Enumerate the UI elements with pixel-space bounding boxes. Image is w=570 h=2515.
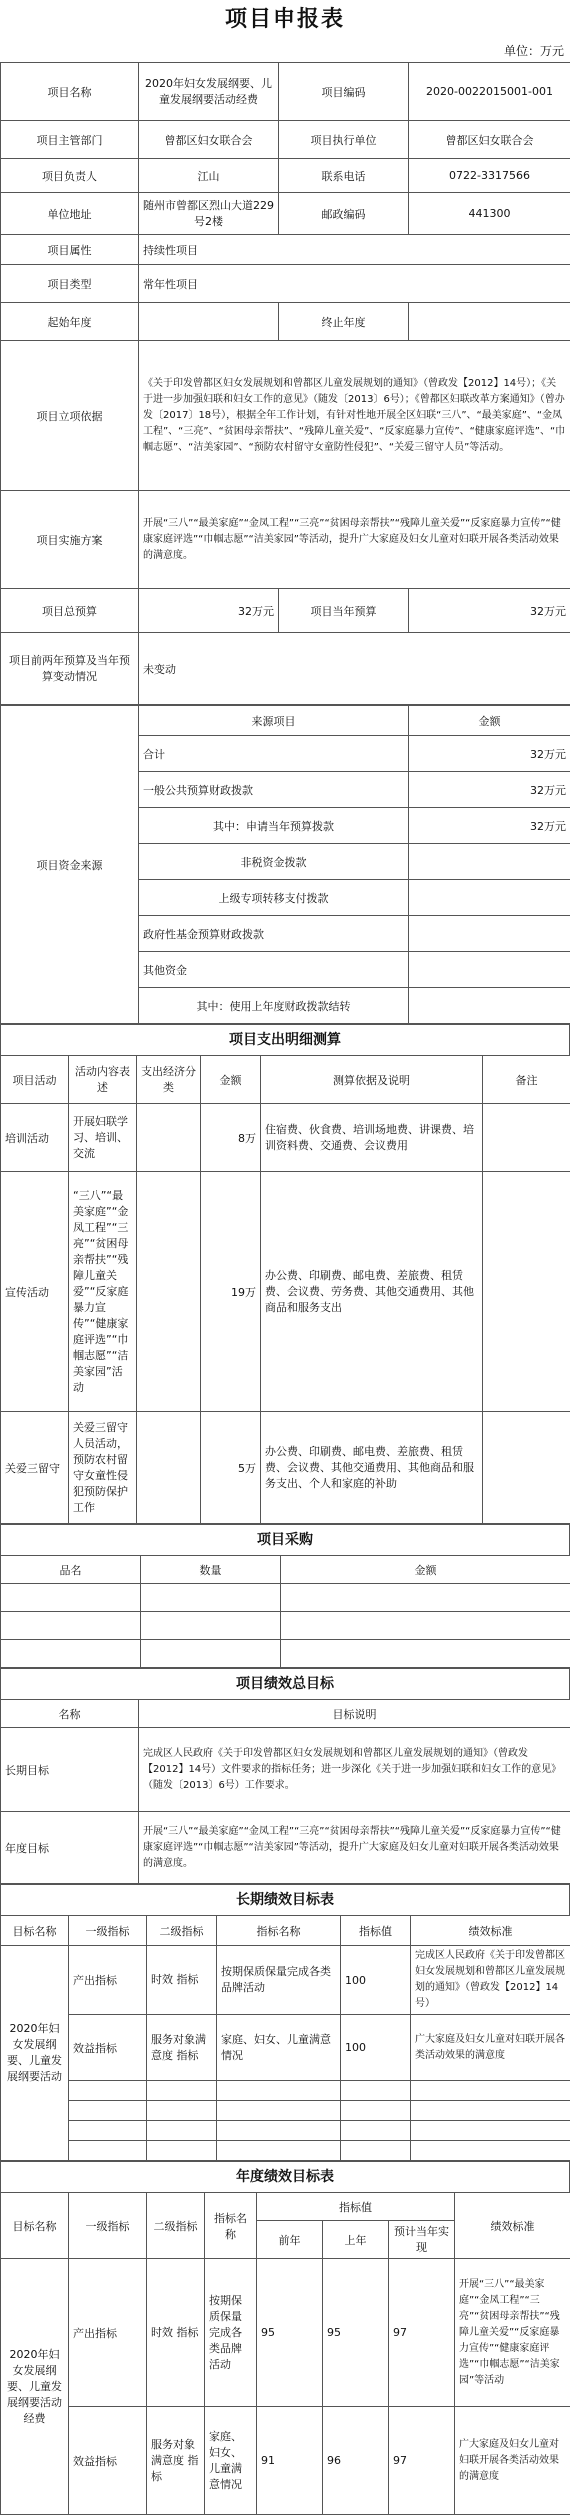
long-header: 绩效标准 (411, 1916, 570, 1946)
long-header: 一级指标 (69, 1916, 147, 1946)
year-header: 一级指标 (69, 2193, 147, 2259)
project-code: 2020-0022015001-001 (409, 63, 570, 121)
phone-label: 联系电话 (279, 159, 409, 193)
fund-header-amount: 金额 (409, 706, 570, 736)
long-l2: 时效 指标 (147, 1946, 217, 2015)
basis-value: 《关于印发曾都区妇女发展规划和曾都区儿童发展规划的通知》（曾政发【2012】14号）；《关于进一步加强妇联和妇女工作的意见》（随发〔2013〕6号）；《曾都区妇联改革方案通知》（曾办发〔2017〕18号），根据全年工作计划，有针对性地开展全区妇联“三八”、“最美家庭”、“金凤工程”、“三亮”、“贫困母亲帮扶”、“残障儿童关爱”、“反家庭暴力宣传”、“健康家庭评选”、“巾帼志愿”、“洁美家园”、“预防农村留守女童防性侵犯”、“关爱三留守人员”等活动。 (139, 341, 570, 491)
expense-basis: 办公费、印刷费、邮电费、差旅费、租赁费、会议费、其他交通费用、其他商品和服务支出、个人和家庭的补助 (261, 1412, 483, 1524)
table-row (1, 2407, 570, 2515)
exec-value: 曾都区妇女联合会 (409, 121, 570, 159)
fund-row-amount: 32万元 (409, 808, 570, 844)
long-std: 完成区人民政府《关于印发曾都区妇女发展规划和曾都区儿童发展规划的通知》（曾政发【2012】14号） (411, 1946, 570, 2015)
table-row (1, 1412, 570, 1524)
expense-header: 活动内容表述 (69, 1056, 137, 1104)
expense-amount: 8万 (201, 1104, 261, 1172)
purchase-header: 品名 (1, 1556, 141, 1584)
long-name: 按期保质保量完成各类品牌活动 (217, 1946, 341, 2015)
fund-row-name: 非税资金拨款 (139, 844, 409, 880)
fund-row-name: 其他资金 (139, 952, 409, 988)
fund-row-amount (409, 988, 570, 1024)
page-title: 项目申报表 (0, 0, 570, 40)
dept-label: 项目主管部门 (1, 121, 139, 159)
long-target-name: 2020年妇女发展纲要、儿童发展纲要活动 (1, 1946, 69, 2161)
year-l2: 时效 指标 (147, 2259, 205, 2407)
expense-header: 备注 (483, 1056, 570, 1104)
year-budget-value: 32万元 (409, 589, 570, 633)
expense-basis: 办公费、印刷费、邮电费、差旅费、租赁费、会议费、劳务费、其他交通费用、其他商品和服务支出 (261, 1172, 483, 1412)
expense-activity: 培训活动 (1, 1104, 69, 1172)
attr-label: 项目属性 (1, 235, 139, 265)
start-value (139, 303, 279, 341)
leader-value: 江山 (139, 159, 279, 193)
fund-source-table (0, 705, 570, 1024)
total-label: 项目总预算 (1, 589, 139, 633)
long-table-title: 长期绩效目标表 (0, 1884, 570, 1915)
leader-label: 项目负责人 (1, 159, 139, 193)
fund-row-amount (409, 880, 570, 916)
project-name: 2020年妇女发展纲要、儿童发展纲要活动经费 (139, 63, 279, 121)
end-value (409, 303, 570, 341)
table-row (1, 1172, 570, 1412)
type-label: 项目类型 (1, 265, 139, 303)
expense-amount: 19万 (201, 1172, 261, 1412)
expense-class (137, 1172, 201, 1412)
expense-basis: 住宿费、伙食费、培训场地费、讲课费、培训资料费、交通费、会议费用 (261, 1104, 483, 1172)
expense-content: 开展妇联学习、培训、交流 (69, 1104, 137, 1172)
fund-row-name: 一般公共预算财政拨款 (139, 772, 409, 808)
year-table-title: 年度绩效目标表 (0, 2161, 570, 2192)
fund-row-name: 其中：申请当年预算拨款 (139, 808, 409, 844)
start-label: 起始年度 (1, 303, 139, 341)
expense-note (483, 1172, 570, 1412)
fund-row-name: 上级专项转移支付拨款 (139, 880, 409, 916)
long-header: 指标值 (341, 1916, 411, 1946)
long-header: 目标名称 (1, 1916, 69, 1946)
project-code-label: 项目编码 (279, 63, 409, 121)
expense-header: 测算依据及说明 (261, 1056, 483, 1104)
year-cur: 97 (389, 2407, 455, 2515)
expense-class (137, 1412, 201, 1524)
year-sub-header: 前年 (257, 2221, 323, 2259)
purchase-header: 金额 (281, 1556, 570, 1584)
project-name-label: 项目名称 (1, 63, 139, 121)
perf-long-value: 完成区人民政府《关于印发曾都区妇女发展规划和曾都区儿童发展规划的通知》（曾政发【2012】14号）文件要求的指标任务；进一步深化《关于进一步加强妇联和妇女工作的意见》（随发〔2013〕6号）工作要求。 (139, 1728, 570, 1812)
year-l1: 效益指标 (69, 2407, 147, 2515)
zip-label: 邮政编码 (279, 193, 409, 235)
table-row (1, 1946, 570, 2015)
long-value: 100 (341, 2015, 411, 2081)
expense-amount: 5万 (201, 1412, 261, 1524)
attr-value: 持续性项目 (139, 235, 570, 265)
long-l2: 服务对象满意度 指标 (147, 2015, 217, 2081)
purchase-table (0, 1555, 570, 1668)
year-header: 指标名称 (205, 2193, 257, 2259)
table-row (1, 1104, 570, 1172)
year-prev2: 91 (257, 2407, 323, 2515)
perf-year-label: 年度目标 (1, 1812, 139, 1884)
purchase-section-title: 项目采购 (0, 1524, 570, 1555)
long-header: 指标名称 (217, 1916, 341, 1946)
long-header: 二级指标 (147, 1916, 217, 1946)
type-value: 常年性项目 (139, 265, 570, 303)
year-target-name: 2020年妇女发展纲要、儿童发展纲要活动经费 (1, 2259, 69, 2515)
basic-info-table (0, 62, 570, 705)
fund-row-amount (409, 916, 570, 952)
expense-activity: 宣传活动 (1, 1172, 69, 1412)
year-name: 按期保质保量完成各类品牌活动 (205, 2259, 257, 2407)
expense-header: 支出经济分类 (137, 1056, 201, 1104)
year-perf-table (0, 2192, 570, 2515)
expense-header: 项目活动 (1, 1056, 69, 1104)
expense-content: “三八”“最美家庭”“金凤工程”“三亮”“贫困母亲帮扶”“残障儿童关爱”“反家庭暴力宣传”“健康家庭评选”“巾帼志愿”“洁美家园”活动 (69, 1172, 137, 1412)
dept-value: 曾都区妇女联合会 (139, 121, 279, 159)
fund-row-name: 其中：使用上年度财政拨款结转 (139, 988, 409, 1024)
long-name: 家庭、妇女、儿童满意情况 (217, 2015, 341, 2081)
long-perf-table (0, 1915, 570, 2161)
year-prev1: 96 (323, 2407, 389, 2515)
expense-class (137, 1104, 201, 1172)
perf-header: 目标说明 (139, 1700, 570, 1728)
year-header: 二级指标 (147, 2193, 205, 2259)
perf-header: 名称 (1, 1700, 139, 1728)
year-std: 开展“三八”“最美家庭”“金凤工程”“三亮”“贫困母亲帮扶”“残障儿童关爱”“反家庭暴力宣传”“健康家庭评选”“巾帼志愿”“洁美家园”等活动 (455, 2259, 570, 2407)
perf-long-label: 长期目标 (1, 1728, 139, 1812)
purchase-header: 数量 (141, 1556, 281, 1584)
year-std: 广大家庭及妇女儿童对妇联开展各类活动效果的满意度 (455, 2407, 570, 2515)
expense-activity: 关爱三留守 (1, 1412, 69, 1524)
addr-label: 单位地址 (1, 193, 139, 235)
fund-row-name: 合计 (139, 736, 409, 772)
end-label: 终止年度 (279, 303, 409, 341)
year-header: 指标值 (257, 2193, 455, 2221)
unit-label: 单位：万元 (0, 40, 570, 62)
plan-value: 开展“三八”“最美家庭”“金凤工程”“三亮”“贫困母亲帮扶”“残障儿童关爱”“反家庭暴力宣传”“健康家庭评选”“巾帼志愿”“洁美家园”等活动，提升广大家庭及妇女儿童对妇联开展各类活动效果的满意度。 (139, 491, 570, 589)
exec-label: 项目执行单位 (279, 121, 409, 159)
year-name: 家庭、妇女、儿童满意情况 (205, 2407, 257, 2515)
year-sub-header: 预计当年实现 (389, 2221, 455, 2259)
year-prev2: 95 (257, 2259, 323, 2407)
expense-table (0, 1055, 570, 1524)
table-row (1, 2259, 570, 2407)
year-budget-label: 项目当年预算 (279, 589, 409, 633)
fund-row-amount (409, 844, 570, 880)
year-l2: 服务对象满意度 指标 (147, 2407, 205, 2515)
addr-value: 随州市曾都区烈山大道229号2楼 (139, 193, 279, 235)
expense-content: 关爱三留守人员活动，预防农村留守女童性侵犯预防保护工作 (69, 1412, 137, 1524)
fund-row-amount: 32万元 (409, 772, 570, 808)
year-prev1: 95 (323, 2259, 389, 2407)
change-label: 项目前两年预算及当年预算变动情况 (1, 633, 139, 705)
fund-row-amount: 32万元 (409, 736, 570, 772)
basis-label: 项目立项依据 (1, 341, 139, 491)
table-row (1, 2015, 570, 2081)
year-sub-header: 上年 (323, 2221, 389, 2259)
perf-section-title: 项目绩效总目标 (0, 1668, 570, 1699)
expense-header: 金额 (201, 1056, 261, 1104)
fund-row-name: 政府性基金预算财政拨款 (139, 916, 409, 952)
fund-source-label: 项目资金来源 (1, 706, 139, 1024)
zip-value: 441300 (409, 193, 570, 235)
year-l1: 产出指标 (69, 2259, 147, 2407)
total-value: 32万元 (139, 589, 279, 633)
year-header: 目标名称 (1, 2193, 69, 2259)
plan-label: 项目实施方案 (1, 491, 139, 589)
long-value: 100 (341, 1946, 411, 2015)
expense-section-title: 项目支出明细测算 (0, 1024, 570, 1055)
expense-note (483, 1412, 570, 1524)
perf-table (0, 1699, 570, 1884)
long-l1: 产出指标 (69, 1946, 147, 2015)
year-header: 绩效标准 (455, 2193, 570, 2259)
fund-header-source: 来源项目 (139, 706, 409, 736)
long-std: 广大家庭及妇女儿童对妇联开展各类活动效果的满意度 (411, 2015, 570, 2081)
fund-row-amount (409, 952, 570, 988)
perf-year-value: 开展“三八”“最美家庭”“金凤工程”“三亮”“贫困母亲帮扶”“残障儿童关爱”“反家庭暴力宣传”“健康家庭评选”“巾帼志愿”“洁美家园”等活动，提升广大家庭及妇女儿童对妇联开展各类活动效果的满意度。 (139, 1812, 570, 1884)
year-cur: 97 (389, 2259, 455, 2407)
expense-note (483, 1104, 570, 1172)
change-value: 未变动 (139, 633, 570, 705)
long-l1: 效益指标 (69, 2015, 147, 2081)
phone-value: 0722-3317566 (409, 159, 570, 193)
